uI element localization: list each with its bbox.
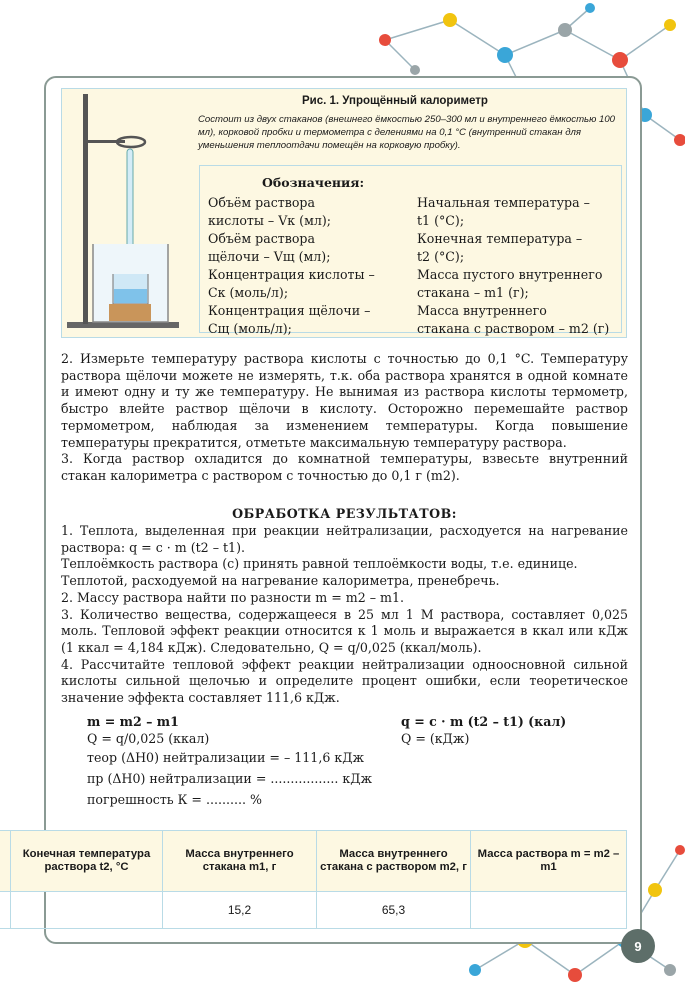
legend-item: щёлочи – Vщ (мл); xyxy=(208,249,331,264)
result-2: 2. Массу раствора найти по разности m = m2 – m1. xyxy=(61,589,404,605)
legend-item: Объём раствора xyxy=(208,195,316,210)
section-title: ОБРАБОТКА РЕЗУЛЬТАТОВ: xyxy=(232,506,457,521)
page-number: 9 xyxy=(621,929,655,963)
formula-block-right xyxy=(401,713,566,747)
legend-right-column xyxy=(417,194,622,338)
result-3: 3. Количество вещества, содержащееся в 25 мл 1 М раствора, составляет 0,025 моль. Тепловой эффект реакции относится к 1 моль и выражается в ккал или кДж (1 ккал = 4,184 кДж). Следовательно, Q = q/0,025 (ккал/моль). xyxy=(61,606,628,655)
legend-item: t2 (°C); xyxy=(417,249,465,264)
calorimeter-illustration xyxy=(63,94,183,334)
table-cell xyxy=(471,892,627,929)
legend-title: Обозначения: xyxy=(262,175,365,190)
legend-item: Cщ (моль/л); xyxy=(208,321,292,336)
legend-box xyxy=(199,165,622,336)
legend-item: кислоты – Vк (мл); xyxy=(208,213,332,228)
legend-item: Начальная температура – xyxy=(417,195,590,210)
legend-item: Концентрация кислоты – xyxy=(208,267,375,282)
step-3-text: 3. Когда раствор охладится до комнатной температуры, взвесьте внутренний стакан калориметра с раствором с точностью до 0,1 г (m2). xyxy=(61,451,628,483)
legend-item: стакана – m1 (г); xyxy=(417,285,529,300)
formula-heat: q = c · m (t2 – t1) (кал) xyxy=(401,714,567,729)
formula-q-kcal: Q = q/0,025 (ккал) xyxy=(87,731,210,746)
table-header-cell xyxy=(0,831,11,892)
table-header-cell: Масса внутреннего стакана с раствором m2, г xyxy=(317,831,471,892)
legend-item: t1 (°C); xyxy=(417,213,465,228)
legend-item: Cк (моль/л); xyxy=(208,285,289,300)
formula-q-kj: Q = (кДж) xyxy=(401,731,470,746)
formula-block-left xyxy=(87,713,209,747)
table-header-cell: Конечная температура раствора t2, °C xyxy=(11,831,163,892)
figure-title: Рис. 1. Упрощённый калориметр xyxy=(302,95,488,107)
legend-item: Концентрация щёлочи – xyxy=(208,303,371,318)
table-cell xyxy=(0,892,11,929)
formula-error: погрешность К = .......... % xyxy=(87,792,262,807)
legend-item: Масса пустого внутреннего xyxy=(417,267,603,282)
results-table xyxy=(0,830,627,928)
step-2-paragraph xyxy=(61,351,628,485)
formula-mass: m = m2 – m1 xyxy=(87,714,179,729)
result-1c: Теплотой, расходуемой на нагревание калориметра, пренебречь. xyxy=(61,573,500,589)
legend-left-column xyxy=(208,194,398,338)
figure-description: Состоит из двух стаканов (внешнего ёмкостью 250–300 мл и внутреннего ёмкостью 100 мл), корковой пробки и термометра с делениями на 0,1 °C (внутренний стакан для уменьшения теплоотдачи помещён на корковую пробку). xyxy=(198,114,615,151)
result-1b: Теплоёмкость раствора (с) принять равной теплоёмкости воды, т.е. единице. xyxy=(61,556,578,572)
step-2-text: 2. Измерьте температуру раствора кислоты с точностью до 0,1 °C. Температуру раствора щёлочи можете не измерять, т.к. оба раствора хранятся в одной комнате и имеют одну и ту же температуру. Не вынимая из раствора кислоты термометр, быстро влейте раствор щёлочи в кислоту. Осторожно перемешайте раствор термометром, наблюдая за изменением температуры. Когда повышение температуры прекратится, отметьте максимальную температуру раствора. xyxy=(61,351,628,450)
legend-item: Конечная температура – xyxy=(417,231,583,246)
results-paragraph xyxy=(61,523,628,707)
table-header-cell: Масса раствора m = m2 – m1 xyxy=(471,831,627,892)
result-4: 4. Рассчитайте тепловой эффект реакции нейтрализации одноосновной сильной кислоты сильной щелочью и определите процент ошибки, если теоретическое значение эффекта составляет 111,6 кДж. xyxy=(61,656,628,706)
table-cell: 65,3 xyxy=(317,892,471,929)
table-cell: 15,2 xyxy=(163,892,317,929)
formula-practical: пр (ΔH0) нейтрализации = ................. кДж xyxy=(87,771,373,786)
table-cell xyxy=(11,892,163,929)
legend-item: Масса внутреннего xyxy=(417,303,547,318)
legend-item: стакана с раствором – m2 (г) xyxy=(417,321,610,336)
legend-item: Объём раствора xyxy=(208,231,316,246)
table-header-cell: Масса внутреннего стакана m1, г xyxy=(163,831,317,892)
formula-theoretical: теор (ΔH0) нейтрализации = – 111,6 кДж xyxy=(87,750,365,765)
result-1a: 1. Теплота, выделенная при реакции нейтрализации, расходуется на нагревание раствора: q = c · m (t2 – t1). xyxy=(61,523,628,555)
